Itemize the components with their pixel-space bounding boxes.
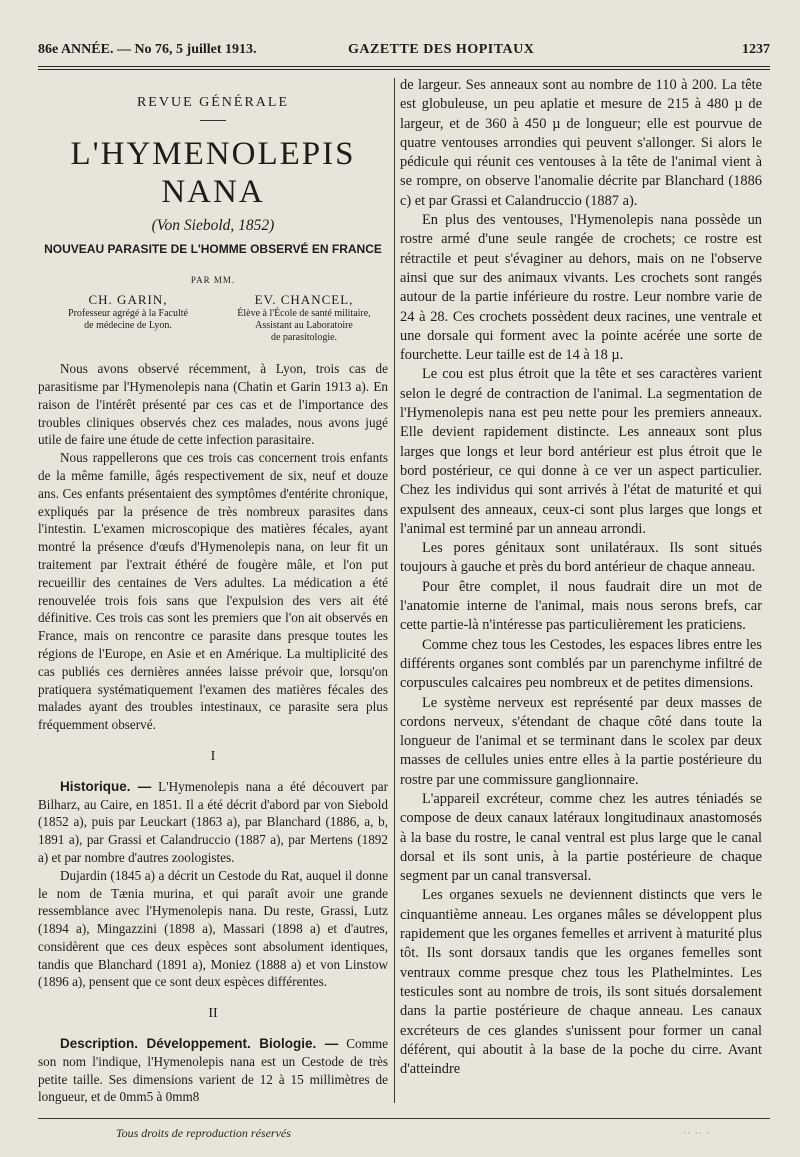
paragraph: Les pores génitaux sont unilatéraux. Ils sont situés toujours à gauche et près du bord antérieur de chaque anneau. (400, 540, 762, 576)
paragraph: Dujardin (1845 a) a décrit un Cestode du Rat, auquel il donne le nom de Tænia murina, et qui paraît avoir une grande ressemblance avec l'Hymenolepis nana. Du reste, Grassi, Lutz (1894 a), Mingazzini (1898 a), Massari (1898 a) et d'autres, considèrent que ces deux espèces sont absolument identiques, tandis que Blanchard (1891 a), Moniez (1888 a) et von Linstow (1896 a), pensent que ce sont deux espèces différentes. (38, 867, 388, 990)
run-in-heading: Historique. — (60, 778, 152, 794)
paragraph: Pour être complet, il nous faudrait dire un mot de l'anatomie interne de l'animal, mais nous serons brefs, car cette partie-là n'intéresse pas particulièrement les praticiens. (400, 578, 762, 634)
author-affiliation: de médecine de Lyon. (84, 320, 172, 332)
paragraph: Comme chez tous les Cestodes, les espaces libres entre les différents organes sont comblés par un parenchyme infiltré de corpuscules calcaires peu nombreux et de petites dimensions. (400, 636, 762, 692)
header-rule (38, 66, 770, 67)
right-column (400, 76, 762, 1079)
scan-mark: ·· ·· · (683, 1128, 710, 1138)
page-number: 1237 (742, 42, 770, 57)
author-affiliation: Professeur agrégé à la Faculté (68, 308, 188, 320)
paragraph: Nous avons observé récemment, à Lyon, trois cas de parasitisme par l'Hymenolepis nana (Chatin et Garin 1913 a). En raison de l'intérêt présenté par ces cas et de l'importance des troubles cliniques observés chez ces malades, nous avons jugé utile de faire une étude de cette infection parasitaire. (38, 361, 388, 448)
paragraph: de largeur. Ses anneaux sont au nombre de 110 à 200. La tête est globuleuse, un peu aplatie et mesure de 215 à 480 µ de largeur, et de 360 à 450 µ de longueur; elle est pourvue de quatre ventouses arrondies qui peuvent s'allonger. Si alors le pédicule qui réunit ces ventouses à la tête de l'animal vient à se rompre, on observe l'anomalie décrite par Blanchard (1886 c) et par Grassi et Calandruccio (1887 a). (400, 77, 762, 209)
author-affiliation: Assistant au Laboratoire (255, 320, 353, 332)
byline: PAR MM. (190, 275, 236, 286)
paragraph-description (38, 1035, 388, 1106)
authors-block (38, 292, 388, 348)
paragraph-text: Comme son nom l'indique, l'Hymenolepis nana est un Cestode de très petite taille. Ses dimensions varient de 12 à 15 millimètres de longueur, et de 0mm5 à 0mm8 (38, 1036, 389, 1105)
column-divider (394, 78, 395, 1103)
section-numeral: I (210, 748, 216, 764)
author-garin (38, 292, 218, 332)
author-chancel (220, 292, 388, 344)
paragraph: Le système nerveux est représenté par deux masses de cordons nerveux, s'étendant de chaque côté dans toute la longueur de l'animal et se terminant dans le scolex par deux masses de cellules unies entre elles à la partie postérieure du rostre par une commissure ganglionnaire. (400, 694, 762, 788)
footer-rule (38, 1118, 770, 1119)
paragraph: En plus des ventouses, l'Hymenolepis nana possède un rostre armé d'une seule rangée de crochets; ce rostre est rétractile et peut s'évaginer au dehors, mais on ne l'observe ainsi que sur des animaux vivants. Les crochets sont rangés autour de la partie inférieure du rostre. Leur nombre varie de 24 à 28. Ces crochets possèdent deux racines, une ventrale et une dorsale qui forment avec la pointe acérée une sorte de fourchette. Leur taille est de 14 à 18 µ. (400, 212, 762, 364)
author-affiliation: Élève à l'École de santé militaire, (237, 308, 371, 320)
run-in-heading: Description. Développement. Biologie. — (60, 1036, 339, 1052)
header-rule-double (38, 69, 770, 70)
author-citation: (Von Siebold, 1852) (151, 216, 275, 234)
title-separator (200, 120, 226, 121)
page-footer (38, 1118, 770, 1144)
paragraph: Les organes sexuels ne deviennent distincts que vers le cinquantième anneau. Les organes mâles se développent plus rapidement que les organes femelles et arrivent à maturité plus tôt. Ils sont dorsaux tandis que les organes femelles sont ventraux comme presque chez tous les Plathelmintes. Les testicules sont au nombre de trois, ils sont situés dorsalement dans la partie postérieure de chaque anneau. Les canaux excréteurs de ces glandes s'unissent pour former un canal déférent, qui aboutit à la base de la poche du cirre. Avant d'atteindre (400, 887, 762, 1078)
page-header (38, 38, 770, 64)
author-name: CH. GARIN, (88, 292, 168, 308)
article-subtitle: NOUVEAU PARASITE DE L'HOMME OBSERVÉ EN FRANCE (44, 241, 382, 256)
paragraph: L'appareil excréteur, comme chez les autres téniadés se compose de deux canaux latéraux longitudinaux anastomosés à la base du rostre, le canal ventral est plus large que le canal dorsal et ils sont unis, à la partie postérieure de chaque segment par un canal transversal. (400, 790, 762, 885)
section-heading: REVUE GÉNÉRALE (136, 95, 290, 110)
paragraph-historique (38, 778, 388, 867)
author-name: EV. CHANCEL, (254, 292, 354, 308)
section-numeral: II (208, 1006, 218, 1022)
paragraph: Le cou est plus étroit que la tête et ses caractères varient selon le degré de contraction de l'animal. La segmentation de l'Hymenolepis nana est peu nette pour les premiers anneaux. Elle devient rapidement distincte. Les anneaux sont plus larges que longs et leur bord antérieur est plus étroit que le bord postérieur, ce qui donne à ce ver un aspect particulier. Chez les individus qui sont arrivés à l'état de maturité et qui expulsent des anneaux, ceux-ci sont plus larges que longs et l'animal est terminé par un anneau arrondi. (400, 366, 762, 537)
paragraph: Nous rappellerons que ces trois cas concernent trois enfants de la même famille, âgés respectivement de six, neuf et douze ans. Ces enfants présentaient des symptômes d'entérite chronique, expliqués par la présence de très nombreux parasites dans l'intestin. L'examen microscopique des matières fécales, ayant montré la présence d'œufs d'Hymenolepis nana, on leur fit un traitement par l'extrait éthéré de fougère mâle, et l'on put recueillir des centaines de Vers adultes. La médication a été renouvelée trois fois sans que l'expulsion des vers ait été définitive. Ces trois cas sont les premiers que l'on ait observés en France, mais on rencontre ce parasite dans presque toutes les régions de l'Europe, en Asie et en Amérique. La multiplicité des cas publiés ces dernières années laisse prévoir que, lorsqu'on pratiquera systématiquement l'examen des matières fécales des malades ayant des troubles intestinaux, ce parasite sera plus fréquemment observé. (38, 450, 388, 733)
issue-info: 86e ANNÉE. — No 76, 5 juillet 1913. (38, 42, 257, 57)
paragraph-text: L'Hymenolepis nana a été découvert par Bilharz, au Caire, en 1851. Il a été décrit d'abord par von Siebold (1852 a), puis par Leuckart (1863 a), par Blanchard (1886, a, b, 1891 a), par Grassi et Calandruccio (1887 a), par Mertens (1892 a) et par nombre d'autres zoologistes. (38, 778, 389, 865)
author-affiliation: de parasitologie. (270, 332, 338, 344)
left-column (38, 80, 388, 1106)
article-title: L'HYMENOLEPIS NANA (70, 135, 356, 210)
journal-title: GAZETTE DES HOPITAUX (348, 42, 535, 57)
rights-notice: Tous droits de reproduction réservés (116, 1126, 291, 1140)
